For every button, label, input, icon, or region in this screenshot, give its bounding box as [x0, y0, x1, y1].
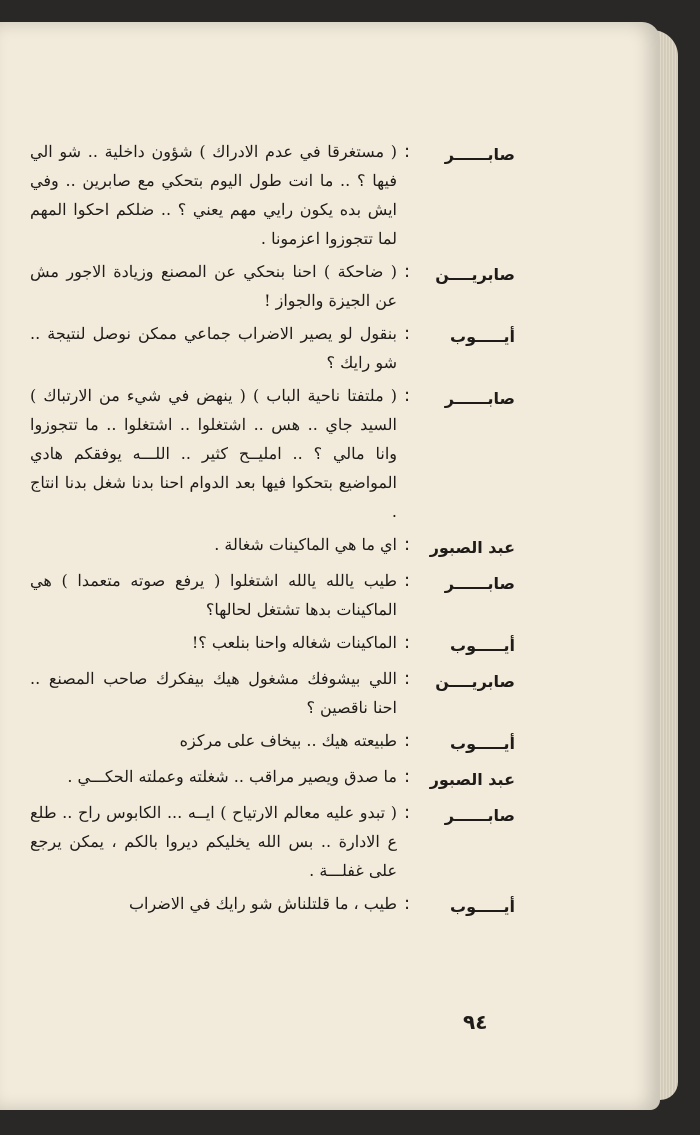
speaker-name: صابــــــر — [444, 574, 515, 593]
colon: : — [403, 385, 411, 406]
dialogue-text: ( مستغرقا في عدم الادراك ) شؤون داخلية .. شو الي فيها ؟ .. ما انت طول اليوم بتحكي مع صابرين .. وفي ايش بده يكون رايي مهم يعني ؟ .. ضلكم احكوا المهم لما تتجوزوا اعزمونا . — [30, 142, 397, 248]
colon: : — [403, 323, 411, 344]
colon: : — [403, 766, 411, 787]
dialogue-text: ( تبدو عليه معالم الارتياح ) ايــه ... الكابوس راح .. طلع ع الادارة .. بس الله يخليكم ديروا بالكم ، يمكن يرجع على غفلـــة . — [30, 803, 397, 880]
colon: : — [403, 141, 411, 162]
dialogue-entry — [30, 319, 515, 377]
colon: : — [403, 730, 411, 751]
colon: : — [403, 534, 411, 555]
colon: : — [403, 893, 411, 914]
book-page — [0, 22, 660, 1110]
speaker-name: أيـــــوب — [450, 734, 515, 753]
speaker-name: عبد الصبور — [429, 770, 515, 789]
dialogue-text: ( ضاحكة ) احنا بنحكي عن المصنع وزيادة الاجور مش عن الجيزة والجواز ! — [30, 262, 397, 310]
dialogue-text: ( ملتفتا ناحية الباب ) ( ينهض في شيء من الارتباك ) السيد جاي .. هس .. اشتغلوا .. اشتغلوا .. ما تتجوزوا وانا مالي ؟ .. امليــح كثير .. اللـــه يوفقكم هادي المواضيع بتحكوا فيها بعد الدوام احنا بدنا شغل بدنا انتاج . — [30, 386, 397, 521]
dialogue-text: طبيعته هيك .. بيخاف على مركزه — [179, 731, 397, 750]
speaker-name: أيـــــوب — [450, 327, 515, 346]
colon: : — [403, 570, 411, 591]
dialogue-entry — [30, 381, 515, 526]
dialogue-text: طيب يالله يالله اشتغلوا ( يرفع صوته متعمدا ) هي الماكينات بدها تشتغل لحالها؟ — [30, 571, 397, 619]
colon: : — [403, 632, 411, 653]
speaker-name: صابريــــن — [435, 672, 515, 691]
dialogue-text: طيب ، ما قلتلناش شو رايك في الاضراب — [128, 894, 397, 913]
dialogue-entry — [30, 137, 515, 253]
dialogue-entry — [30, 257, 515, 315]
speaker-name: أيـــــوب — [450, 897, 515, 916]
dialogue-entry — [30, 664, 515, 722]
dialogue-text: بنقول لو يصير الاضراب جماعي ممكن نوصل لنتيجة .. شو رايك ؟ — [30, 324, 397, 372]
dialogue-entry — [30, 726, 515, 758]
dialogue — [30, 137, 515, 925]
colon: : — [403, 668, 411, 689]
speaker-name: أيـــــوب — [450, 636, 515, 655]
dialogue-text: الماكينات شغاله واحنا بنلعب ؟! — [191, 633, 397, 652]
dialogue-text: اي ما هي الماكينات شغالة . — [214, 535, 397, 554]
colon: : — [403, 802, 411, 823]
dialogue-entry — [30, 762, 515, 794]
dialogue-entry — [30, 798, 515, 885]
page-number: ٩٤ — [463, 1010, 488, 1034]
speaker-name: عبد الصبور — [429, 538, 515, 557]
speaker-name: صابــــــر — [444, 145, 515, 164]
colon: : — [403, 261, 411, 282]
dialogue-entry — [30, 530, 515, 562]
dialogue-text: اللي بيشوفك مشغول هيك بيفكرك صاحب المصنع .. احنا ناقصين ؟ — [30, 669, 397, 717]
speaker-name: صابريــــن — [435, 265, 515, 284]
dialogue-entry — [30, 628, 515, 660]
dialogue-entry — [30, 566, 515, 624]
dialogue-text: ما صدق ويصير مراقب .. شغلته وعملته الحكـــي . — [67, 767, 397, 786]
speaker-name: صابــــــر — [444, 806, 515, 825]
speaker-name: صابــــــر — [444, 389, 515, 408]
dialogue-entry — [30, 889, 515, 921]
